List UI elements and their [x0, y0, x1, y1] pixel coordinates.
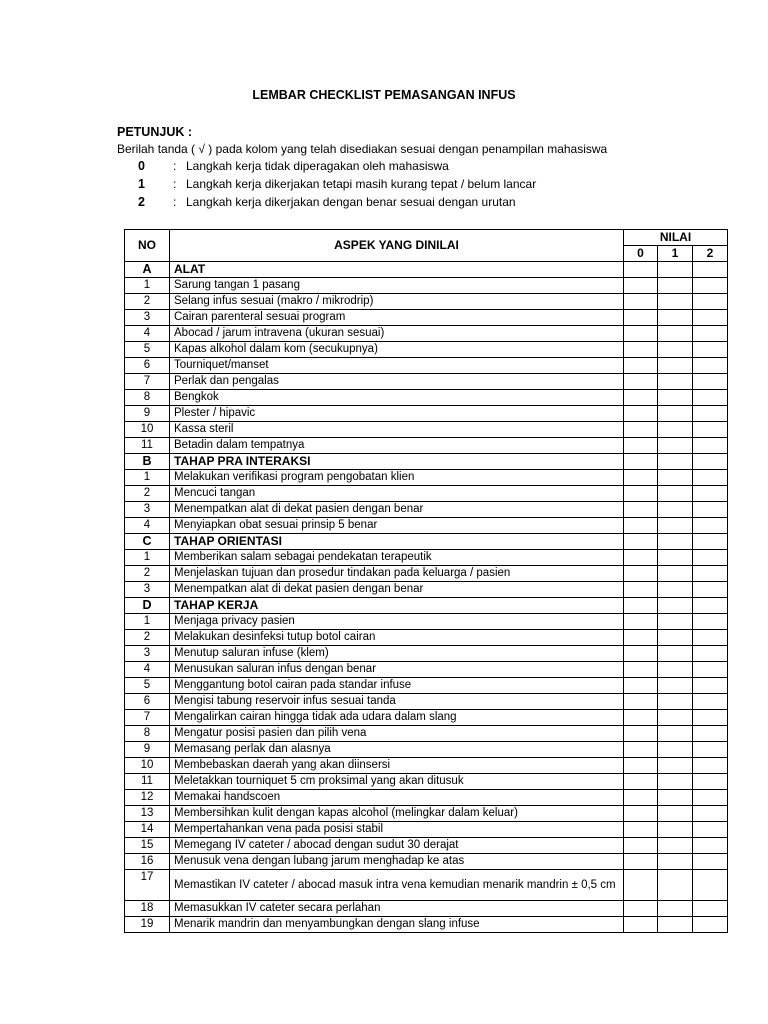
- table-row: [125, 470, 728, 486]
- score-cell-0[interactable]: [624, 406, 658, 422]
- item-number: 6: [125, 358, 170, 374]
- score-cell-1[interactable]: [658, 790, 693, 806]
- item-text: Menempatkan alat di dekat pasien dengan benar: [170, 502, 624, 518]
- score-cell-2[interactable]: [693, 470, 728, 486]
- header-nilai: NILAI: [624, 230, 728, 246]
- table-row: [125, 694, 728, 710]
- score-cell-0[interactable]: [624, 854, 658, 870]
- header-score-2: 2: [693, 246, 728, 262]
- item-number: 8: [125, 726, 170, 742]
- section-title: TAHAP KERJA: [170, 598, 624, 614]
- score-cell-2[interactable]: [693, 518, 728, 534]
- item-text: Cairan parenteral sesuai program: [170, 310, 624, 326]
- score-cell-0[interactable]: [624, 374, 658, 390]
- header-aspek: ASPEK YANG DINILAI: [170, 230, 624, 262]
- score-cell-0[interactable]: [624, 870, 658, 901]
- item-number: 3: [125, 310, 170, 326]
- item-text: Melakukan desinfeksi tutup botol cairan: [170, 630, 624, 646]
- table-row: [125, 646, 728, 662]
- score-cell-1[interactable]: [658, 630, 693, 646]
- table-row: [125, 422, 728, 438]
- score-cell-2[interactable]: [693, 582, 728, 598]
- item-number: 3: [125, 582, 170, 598]
- score-cell-0[interactable]: [624, 390, 658, 406]
- score-cell-1[interactable]: [658, 822, 693, 838]
- score-cell-0[interactable]: [624, 838, 658, 854]
- table-row: [125, 518, 728, 534]
- scale-description: Langkah kerja dikerjakan dengan benar sesuai dengan urutan: [186, 195, 516, 209]
- score-cell-0[interactable]: [624, 662, 658, 678]
- score-cell-0[interactable]: [624, 438, 658, 454]
- table-row: [125, 358, 728, 374]
- score-cell-2[interactable]: [693, 422, 728, 438]
- item-text: Plester / hipavic: [170, 406, 624, 422]
- score-cell-0[interactable]: [624, 726, 658, 742]
- scale-colon: :: [173, 195, 177, 209]
- scale-description: Langkah kerja dikerjakan tetapi masih kurang tepat / belum lancar: [186, 177, 537, 191]
- score-cell-1[interactable]: [658, 614, 693, 630]
- item-text: Menutup saluran infuse (klem): [170, 646, 624, 662]
- table-row: [125, 406, 728, 422]
- score-cell-1[interactable]: [658, 422, 693, 438]
- item-text: Mengisi tabung reservoir infus sesuai tanda: [170, 694, 624, 710]
- item-number: 10: [125, 758, 170, 774]
- score-cell-2[interactable]: [693, 742, 728, 758]
- score-cell-2[interactable]: [693, 678, 728, 694]
- score-cell-1[interactable]: [658, 742, 693, 758]
- table-row: [125, 901, 728, 917]
- score-cell-1[interactable]: [658, 694, 693, 710]
- item-text: Menjelaskan tujuan dan prosedur tindakan pada keluarga / pasien: [170, 566, 624, 582]
- item-number: 11: [125, 438, 170, 454]
- scale-value: 2: [138, 195, 145, 209]
- item-number: 5: [125, 678, 170, 694]
- score-cell-0[interactable]: [624, 678, 658, 694]
- checklist-body: [125, 262, 728, 933]
- score-cell-0[interactable]: [624, 310, 658, 326]
- table-row: [125, 502, 728, 518]
- table-row: [125, 854, 728, 870]
- score-cell-1[interactable]: [658, 662, 693, 678]
- score-cell-0[interactable]: [624, 262, 658, 278]
- score-cell-1[interactable]: [658, 758, 693, 774]
- table-row: [125, 582, 728, 598]
- score-cell-0[interactable]: [624, 806, 658, 822]
- section-row: [125, 262, 728, 278]
- table-row: [125, 710, 728, 726]
- score-cell-0[interactable]: [624, 742, 658, 758]
- score-cell-1[interactable]: [658, 390, 693, 406]
- score-cell-1[interactable]: [658, 438, 693, 454]
- item-text: Mengalirkan cairan hingga tidak ada udara dalam slang: [170, 710, 624, 726]
- table-row: [125, 390, 728, 406]
- item-text: Menyiapkan obat sesuai prinsip 5 benar: [170, 518, 624, 534]
- table-row: [125, 662, 728, 678]
- item-number: 3: [125, 502, 170, 518]
- score-cell-1[interactable]: [658, 598, 693, 614]
- item-number: 4: [125, 662, 170, 678]
- item-text: Kapas alkohol dalam kom (secukupnya): [170, 342, 624, 358]
- score-cell-2[interactable]: [693, 917, 728, 933]
- petunjuk-heading: PETUNJUK :: [117, 125, 193, 139]
- scale-description: Langkah kerja tidak diperagakan oleh mahasiswa: [186, 159, 449, 173]
- score-cell-1[interactable]: [658, 678, 693, 694]
- score-cell-2[interactable]: [693, 342, 728, 358]
- score-cell-0[interactable]: [624, 758, 658, 774]
- score-cell-2[interactable]: [693, 406, 728, 422]
- score-cell-1[interactable]: [658, 710, 693, 726]
- score-cell-1[interactable]: [658, 646, 693, 662]
- item-text: Mencuci tangan: [170, 486, 624, 502]
- table-row: [125, 678, 728, 694]
- item-text: Menusukan saluran infus dengan benar: [170, 662, 624, 678]
- score-cell-1[interactable]: [658, 838, 693, 854]
- score-cell-2[interactable]: [693, 374, 728, 390]
- scale-colon: :: [173, 177, 177, 191]
- item-text: Memastikan IV cateter / abocad masuk intra vena kemudian menarik mandrin ± 0,5 cm: [170, 870, 624, 901]
- table-row: [125, 614, 728, 630]
- scale-value: 0: [138, 159, 145, 173]
- score-cell-2[interactable]: [693, 901, 728, 917]
- score-cell-2[interactable]: [693, 358, 728, 374]
- score-cell-2[interactable]: [693, 662, 728, 678]
- score-cell-2[interactable]: [693, 534, 728, 550]
- table-row: [125, 342, 728, 358]
- item-text: Meletakkan tourniquet 5 cm proksimal yang akan ditusuk: [170, 774, 624, 790]
- score-cell-1[interactable]: [658, 566, 693, 582]
- score-cell-0[interactable]: [624, 534, 658, 550]
- item-number: 15: [125, 838, 170, 854]
- score-cell-1[interactable]: [658, 278, 693, 294]
- item-number: 11: [125, 774, 170, 790]
- score-cell-1[interactable]: [658, 486, 693, 502]
- item-number: 12: [125, 790, 170, 806]
- item-text: Menarik mandrin dan menyambungkan dengan slang infuse: [170, 917, 624, 933]
- score-cell-1[interactable]: [658, 518, 693, 534]
- item-text: Menusuk vena dengan lubang jarum menghadap ke atas: [170, 854, 624, 870]
- item-text: Abocad / jarum intravena (ukuran sesuai): [170, 326, 624, 342]
- score-cell-0[interactable]: [624, 598, 658, 614]
- table-row: [125, 550, 728, 566]
- item-text: Menggantung botol cairan pada standar infuse: [170, 678, 624, 694]
- item-text: Membebaskan daerah yang akan diinsersi: [170, 758, 624, 774]
- item-number: 14: [125, 822, 170, 838]
- section-row: [125, 598, 728, 614]
- item-text: Mempertahankan vena pada posisi stabil: [170, 822, 624, 838]
- score-cell-0[interactable]: [624, 646, 658, 662]
- table-row: [125, 486, 728, 502]
- item-number: 9: [125, 742, 170, 758]
- table-row: [125, 774, 728, 790]
- item-number: 17: [125, 870, 170, 901]
- table-row: [125, 742, 728, 758]
- item-number: 7: [125, 710, 170, 726]
- score-cell-1[interactable]: [658, 550, 693, 566]
- score-cell-1[interactable]: [658, 374, 693, 390]
- score-cell-2[interactable]: [693, 710, 728, 726]
- scale-value: 1: [138, 177, 145, 191]
- item-text: Kassa steril: [170, 422, 624, 438]
- table-row: [125, 310, 728, 326]
- table-row: [125, 294, 728, 310]
- table-row: [125, 870, 728, 901]
- score-cell-0[interactable]: [624, 294, 658, 310]
- score-cell-1[interactable]: [658, 854, 693, 870]
- table-row: [125, 790, 728, 806]
- table-row: [125, 438, 728, 454]
- table-row: [125, 838, 728, 854]
- score-cell-2[interactable]: [693, 326, 728, 342]
- score-cell-1[interactable]: [658, 326, 693, 342]
- score-cell-2[interactable]: [693, 758, 728, 774]
- table-row: [125, 822, 728, 838]
- score-cell-0[interactable]: [624, 422, 658, 438]
- score-cell-0[interactable]: [624, 614, 658, 630]
- header-score-0: 0: [624, 246, 658, 262]
- table-row: [125, 726, 728, 742]
- section-title: TAHAP ORIENTASI: [170, 534, 624, 550]
- item-text: Membersihkan kulit dengan kapas alcohol (melingkar dalam keluar): [170, 806, 624, 822]
- score-cell-2[interactable]: [693, 310, 728, 326]
- section-code: D: [125, 598, 170, 614]
- item-number: 5: [125, 342, 170, 358]
- score-cell-1[interactable]: [658, 502, 693, 518]
- item-text: Memberikan salam sebagai pendekatan terapeutik: [170, 550, 624, 566]
- item-number: 19: [125, 917, 170, 933]
- item-text: Memasang perlak dan alasnya: [170, 742, 624, 758]
- table-row: [125, 758, 728, 774]
- score-cell-2[interactable]: [693, 774, 728, 790]
- score-cell-0[interactable]: [624, 917, 658, 933]
- table-row: [125, 630, 728, 646]
- section-title: ALAT: [170, 262, 624, 278]
- score-cell-2[interactable]: [693, 278, 728, 294]
- section-row: [125, 534, 728, 550]
- score-cell-2[interactable]: [693, 806, 728, 822]
- item-number: 4: [125, 326, 170, 342]
- score-cell-2[interactable]: [693, 790, 728, 806]
- score-cell-2[interactable]: [693, 390, 728, 406]
- item-number: 2: [125, 486, 170, 502]
- table-row: [125, 917, 728, 933]
- score-cell-1[interactable]: [658, 470, 693, 486]
- score-cell-1[interactable]: [658, 806, 693, 822]
- score-cell-0[interactable]: [624, 518, 658, 534]
- score-cell-0[interactable]: [624, 454, 658, 470]
- score-cell-0[interactable]: [624, 790, 658, 806]
- table-row: [125, 374, 728, 390]
- item-number: 16: [125, 854, 170, 870]
- section-title: TAHAP PRA INTERAKSI: [170, 454, 624, 470]
- score-cell-1[interactable]: [658, 534, 693, 550]
- item-number: 1: [125, 278, 170, 294]
- score-cell-2[interactable]: [693, 598, 728, 614]
- score-cell-1[interactable]: [658, 774, 693, 790]
- section-code: A: [125, 262, 170, 278]
- score-cell-2[interactable]: [693, 646, 728, 662]
- score-cell-2[interactable]: [693, 566, 728, 582]
- score-cell-0[interactable]: [624, 342, 658, 358]
- score-cell-1[interactable]: [658, 342, 693, 358]
- score-cell-2[interactable]: [693, 438, 728, 454]
- item-text: Perlak dan pengalas: [170, 374, 624, 390]
- section-code: B: [125, 454, 170, 470]
- item-number: 13: [125, 806, 170, 822]
- score-cell-1[interactable]: [658, 454, 693, 470]
- item-text: Memasukkan IV cateter secara perlahan: [170, 901, 624, 917]
- score-cell-1[interactable]: [658, 262, 693, 278]
- item-number: 8: [125, 390, 170, 406]
- score-cell-0[interactable]: [624, 358, 658, 374]
- score-cell-2[interactable]: [693, 870, 728, 901]
- score-cell-2[interactable]: [693, 262, 728, 278]
- header-no: NO: [125, 230, 170, 262]
- item-text: Betadin dalam tempatnya: [170, 438, 624, 454]
- score-cell-0[interactable]: [624, 774, 658, 790]
- section-code: C: [125, 534, 170, 550]
- table-row: [125, 326, 728, 342]
- score-cell-2[interactable]: [693, 550, 728, 566]
- table-row: [125, 806, 728, 822]
- item-number: 1: [125, 470, 170, 486]
- item-text: Selang infus sesuai (makro / mikrodrip): [170, 294, 624, 310]
- item-number: 7: [125, 374, 170, 390]
- item-number: 9: [125, 406, 170, 422]
- section-row: [125, 454, 728, 470]
- score-cell-1[interactable]: [658, 726, 693, 742]
- scale-colon: :: [173, 159, 177, 173]
- score-cell-2[interactable]: [693, 614, 728, 630]
- score-cell-0[interactable]: [624, 694, 658, 710]
- score-cell-2[interactable]: [693, 630, 728, 646]
- score-cell-2[interactable]: [693, 822, 728, 838]
- score-cell-1[interactable]: [658, 294, 693, 310]
- item-text: Menempatkan alat di dekat pasien dengan benar: [170, 582, 624, 598]
- item-text: Sarung tangan 1 pasang: [170, 278, 624, 294]
- item-text: Memakai handscoen: [170, 790, 624, 806]
- item-text: Memegang IV cateter / abocad dengan sudut 30 derajat: [170, 838, 624, 854]
- score-cell-0[interactable]: [624, 550, 658, 566]
- item-number: 6: [125, 694, 170, 710]
- item-text: Melakukan verifikasi program pengobatan klien: [170, 470, 624, 486]
- score-cell-2[interactable]: [693, 486, 728, 502]
- score-cell-1[interactable]: [658, 310, 693, 326]
- score-cell-1[interactable]: [658, 358, 693, 374]
- score-cell-0[interactable]: [624, 502, 658, 518]
- score-cell-2[interactable]: [693, 502, 728, 518]
- score-cell-2[interactable]: [693, 694, 728, 710]
- item-number: 2: [125, 566, 170, 582]
- item-number: 1: [125, 614, 170, 630]
- score-cell-0[interactable]: [624, 470, 658, 486]
- item-text: Mengatur posisi pasien dan pilih vena: [170, 726, 624, 742]
- page-title: LEMBAR CHECKLIST PEMASANGAN INFUS: [252, 88, 516, 102]
- score-cell-0[interactable]: [624, 822, 658, 838]
- score-cell-0[interactable]: [624, 326, 658, 342]
- item-number: 4: [125, 518, 170, 534]
- item-text: Tourniquet/manset: [170, 358, 624, 374]
- score-cell-0[interactable]: [624, 566, 658, 582]
- score-cell-1[interactable]: [658, 901, 693, 917]
- score-cell-2[interactable]: [693, 454, 728, 470]
- table-row: [125, 566, 728, 582]
- item-number: 1: [125, 550, 170, 566]
- item-text: Bengkok: [170, 390, 624, 406]
- item-number: 2: [125, 630, 170, 646]
- item-number: 18: [125, 901, 170, 917]
- score-cell-0[interactable]: [624, 486, 658, 502]
- score-cell-0[interactable]: [624, 710, 658, 726]
- checklist-table: [124, 229, 728, 933]
- score-cell-2[interactable]: [693, 838, 728, 854]
- score-cell-1[interactable]: [658, 582, 693, 598]
- score-cell-1[interactable]: [658, 917, 693, 933]
- score-cell-2[interactable]: [693, 726, 728, 742]
- score-cell-1[interactable]: [658, 870, 693, 901]
- score-cell-2[interactable]: [693, 854, 728, 870]
- score-cell-1[interactable]: [658, 406, 693, 422]
- score-cell-0[interactable]: [624, 901, 658, 917]
- item-text: Menjaga privacy pasien: [170, 614, 624, 630]
- score-cell-0[interactable]: [624, 582, 658, 598]
- item-number: 3: [125, 646, 170, 662]
- score-cell-2[interactable]: [693, 294, 728, 310]
- table-row: [125, 278, 728, 294]
- petunjuk-instruction: Berilah tanda ( √ ) pada kolom yang telah disediakan sesuai dengan penampilan mahasiswa: [117, 142, 608, 156]
- score-cell-0[interactable]: [624, 278, 658, 294]
- header-score-1: 1: [658, 246, 693, 262]
- item-number: 2: [125, 294, 170, 310]
- score-cell-0[interactable]: [624, 630, 658, 646]
- item-number: 10: [125, 422, 170, 438]
